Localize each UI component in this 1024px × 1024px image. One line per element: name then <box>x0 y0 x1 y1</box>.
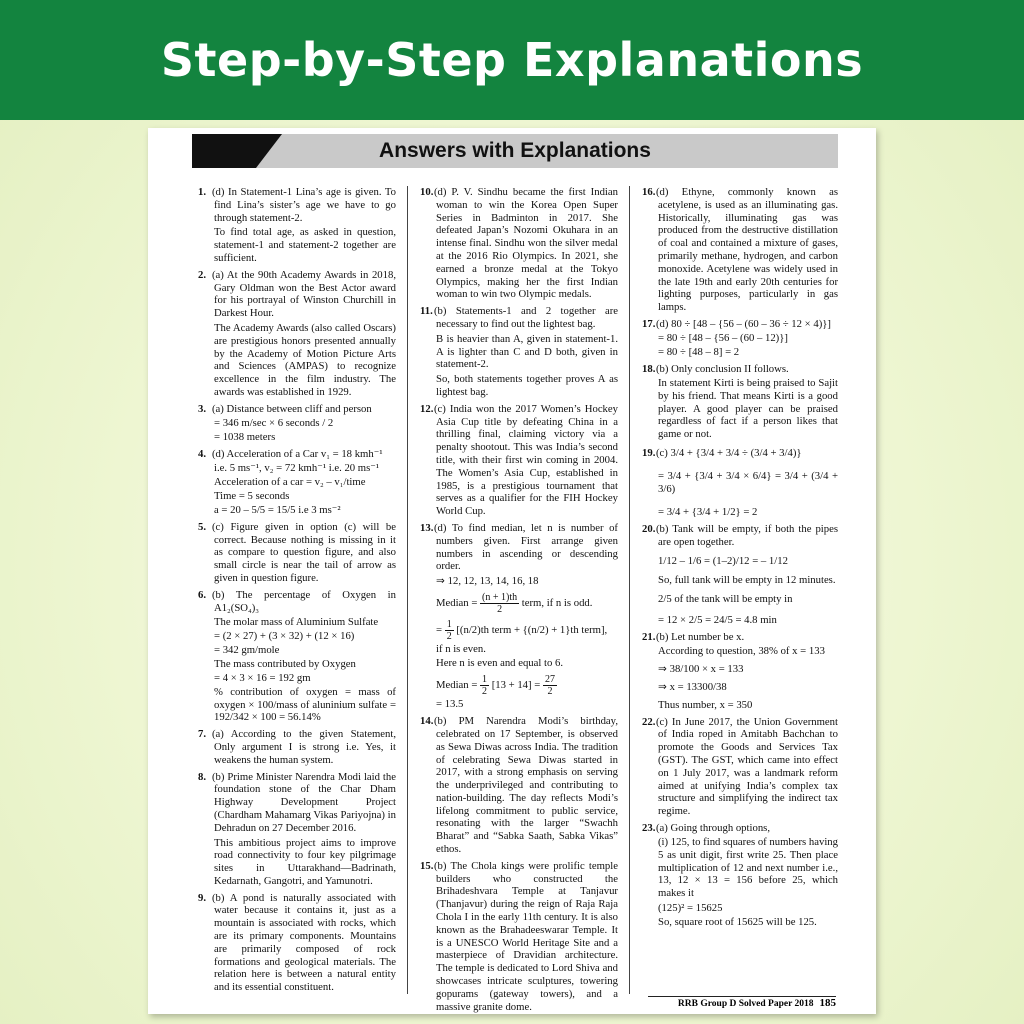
section-title: Answers with Explanations <box>379 139 651 162</box>
answer-13: 13.(d) To find median, let n is number of numbers given. First arrange given numbers in ascending or descending order. ⇒ 12, 12, 13, 14, 16, 18 Median = $\frac{(n + 1)th}{2}$ term, if n is odd. = $\frac{1}{2}$ [(n/2)th term + {(n/2) + 1}th term], if n is even. Here n is even and equal to 6. Median = $\frac{1}{2}$ [13 + 14] = $\frac{27}{2}$ = 13.5 <box>420 521 618 711</box>
answer-18: 18.(b) Only conclusion II follows. In statement Kirti is being praised to Sajit by his friend. That means Kirti is a good player. A good player can be praised regardless of fact if a person likes that game or not. <box>642 362 838 441</box>
answer-4: 4. (d) Acceleration of a Car v₁ = 18 kmh⁻¹ i.e. 5 ms⁻¹, v₂ = 72 kmh⁻¹ i.e. 20 ms⁻¹ Acceleration of a car = v₂ – v₁/time Time = 5 seconds a = 20 – 5/5 = 15/5 i.e 3 ms⁻² <box>198 447 383 516</box>
answer-2: 2. (a) At the 90th Academy Awards in 2018, Gary Oldman won the Best Actor award for his portrayal of Winston Churchill in Darkest Hour. The Academy Awards (also called Oscars) are prestigious honors presented annually by the Academy of Motion Picture Arts and Sciences (AMPAS) to recognize excellence in the film industry. The awards was established in 1929. <box>198 268 396 398</box>
column-2 <box>420 186 618 1013</box>
answer-sheet <box>148 128 876 1014</box>
answer-17: 17.(d) 80 ÷ [48 – {56 – (60 – 36 ÷ 12 × 4)}] = 80 ÷ [48 – {56 – (60 – 12)}] = 80 ÷ [48 – 8] = 2 <box>642 317 831 358</box>
answer-5: 5. (c) Figure given in option (c) will be correct. Because nothing is missing in it as compare to question figure, and also small circle is near the tail of arrow as given in question figure. <box>198 520 396 584</box>
page-footer <box>648 996 836 1011</box>
footer-source: RRB Group D Solved Paper 2018 <box>677 999 814 1009</box>
answer-11: 11.(b) Statements-1 and 2 together are necessary to find out the lightest bag. B is heavier than A, given in statement-1. A is lighter than C and D both, given in statement-2. So, both statements together proves A as lightest bag. <box>420 305 618 398</box>
answer-15: 15.(b) The Chola kings were prolific temple builders who constructed the Brihadeshvara Temple at Tanjavur (Thanjavur) during the reign of Raja Raja Chola I in the early 11th century. It is also known as the Brahadeeswarar Temple. It is a UNESCO World Heritage Site and a masterpiece of Dravidian architecture. The temple is dedicated to Lord Shiva and showcases intricate sculptures, towering gopurams (gateway towers), and a massive granite dome. <box>420 859 618 1013</box>
answer-1: 1. (d) In Statement-1 Lina’s age is given. To find Lina’s sister’s age we have to go through statement-2. To find total age, as asked in question, statement-1 and statement-2 together are sufficient. <box>198 186 396 264</box>
answer-22: 22.(c) In June 2017, the Union Government of India roped in Amitabh Bachchan to promote the Goods and Services Tax (GST). The GST, which came into effect on 1 July 2017, was a landmark reform aimed at unifying India’s complex tax structure and simplifying the indirect tax regime. <box>642 715 838 818</box>
answer-12: 12.(c) India won the 2017 Women’s Hockey Asia Cup title by defeating China in a thrilling final, claiming victory via a penalty shootout. This was India’s second title, with their first win coming in 2004. The Women’s Asia Cup, established in 1985, is a prestigious tournament that serves as a qualifier for the FIH Hockey World Cup. <box>420 402 618 518</box>
answer-8: 8. (b) Prime Minister Narendra Modi laid the foundation stone of the Char Dham Highway Development Project (Chardham Mahamarg Vikas Pariyojna) in Dehradun on 27 December 2016. This ambitious project aims to improve road connectivity to four key pilgrimage sites in Uttarakhand—Badrinath, Kedarnath, Gangotri, and Yamunotri. <box>198 770 396 887</box>
column-1 <box>198 186 396 994</box>
answer-3: 3. (a) Distance between cliff and person = 346 m/sec × 6 seconds / 2 = 1038 meters <box>198 402 372 443</box>
banner-title: Step-by-Step Explanations <box>160 33 864 87</box>
answer-7: 7. (a) According to the given Statement, Only argument I is strong i.e. Yes, it weakens the human system. <box>198 728 396 766</box>
answer-10: 10.(d) P. V. Sindhu became the first Indian woman to win the Korea Open Super Series in Badminton in 2017. She defeated Japan’s Nozomi Okuhara in an intense final. Sindhu won the silver medal at the 2016 Rio Olympics. In 2021, she earned a bronze medal at the Tokyo Olympics, making her the first Indian woman to win two Olympic medals. <box>420 186 618 301</box>
answer-14: 14.(b) PM Narendra Modi’s birthday, celebrated on 17 September, is observed as Sewa Diwas across India. The tradition of celebrating Sewa Diwas started in 2017, with a strong emphasis on serving the underprivileged and contributing to nation-building. The day reflects Modi’s lifelong commitment to public service, resonating with the larger “Swachh Bharat” and “Sabka Saath, Sabka Vikas” ethos. <box>420 715 618 856</box>
column-3 <box>642 186 838 994</box>
answer-23: 23.(a) Going through options, (i) 125, to find squares of numbers having 5 as unit digit, first write 25. Then place multiplication of 12 and next number i.e., 13, 12 × 13 = 156 before 25, which makes it (125)² = 15625 So, square root of 15625 will be 125. <box>642 821 838 928</box>
answer-19: 19.(c) 3/4 + {3/4 + 3/4 ÷ (3/4 + 3/4)} = 3/4 + {3/4 + 3/4 × 6/4} = 3/4 + (3/4 + 3/6) = 3/4 + {3/4 + 1/2} = 2 <box>642 446 838 518</box>
banner <box>0 0 1024 120</box>
page-number: 185 <box>819 997 836 1009</box>
answer-21: 21.(b) Let number be x. According to question, 38% of x = 133 ⇒ 38/100 × x = 133 ⇒ x = 13300/38 Thus number, x = 350 <box>642 630 825 711</box>
answer-6: 6. (b) The percentage of Oxygen in A1₂(SO₄)₃ The molar mass of Aluminium Sulfate = (2 × 27) + (3 × 32) + (12 × 16) = 342 gm/mole The mass contributed by Oxygen = 4 × 3 × 16 = 192 gm % contribution of oxygen = mass of oxygen × 100/mass of aluninium sulfate = 192/342 × 100 = 56.14% <box>198 588 396 724</box>
answer-9: 9. (b) A pond is naturally associated with water because it contains it, just as a mountain is associated with rocks, which are its primary components. Mountains are primarily composed of rock formations and geological materials. The relation here is between a natural entity and its essential constituent. <box>198 891 396 994</box>
answer-20: 20.(b) Tank will be empty, if both the pipes are open together. 1/12 – 1/6 = (1–2)/12 = – 1/12 So, full tank will be empty in 12 minutes. 2/5 of the tank will be empty in = 12 × 2/5 = 24/5 = 4.8 min <box>642 522 838 626</box>
answer-16: 16.(d) Ethyne, commonly known as acetylene, is used as an illuminating gas. Historically, illuminating gas was produced from the destructive distillation of coal and contained a mixture of gases, primarily methane, hydrogen, and carbon monoxide. Acetylene was widely used in the late 19th and early 20th centuries for lighting purposes, particularly in gas lamps. <box>642 186 838 314</box>
section-header <box>192 134 838 168</box>
